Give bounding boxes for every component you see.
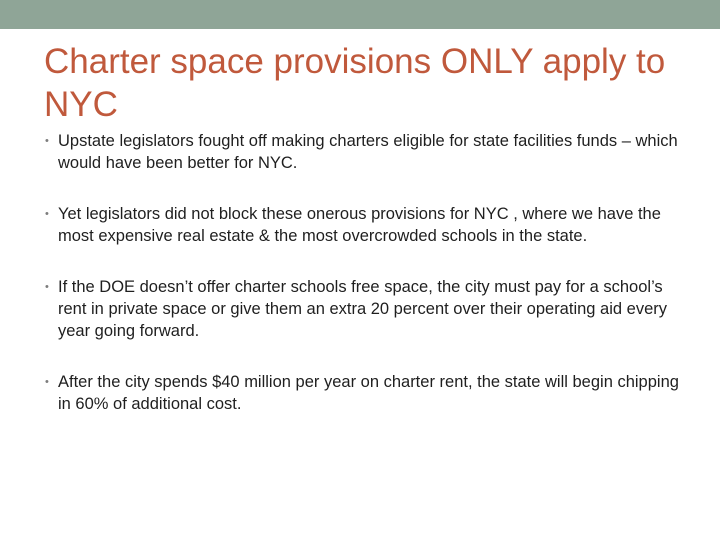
bullet-item xyxy=(45,276,685,342)
bullet-item xyxy=(45,371,685,415)
slide-top-bar xyxy=(0,0,720,29)
bullet-marker-icon: • xyxy=(45,376,49,388)
bullet-item xyxy=(45,130,685,174)
bullet-marker-icon: • xyxy=(45,208,49,220)
bullet-text: After the city spends $40 million per year on charter rent, the state will begin chipping in 60% of additional cost. xyxy=(58,373,679,413)
bullet-item xyxy=(45,203,685,247)
bullet-text: Upstate legislators fought off making charters eligible for state facilities funds – which would have been better for NYC. xyxy=(58,132,678,172)
bullet-text: Yet legislators did not block these onerous provisions for NYC , where we have the most expensive real estate & the most overcrowded schools in the state. xyxy=(58,205,661,245)
bullet-list xyxy=(45,130,685,415)
slide-title: Charter space provisions ONLY apply to NYC xyxy=(44,42,666,124)
bullet-marker-icon: • xyxy=(45,281,49,293)
bullet-text: If the DOE doesn’t offer charter schools free space, the city must pay for a school’s rent in private space or give them an extra 20 percent over their operating aid every year going forward. xyxy=(58,278,668,340)
bullet-marker-icon: • xyxy=(45,135,49,147)
